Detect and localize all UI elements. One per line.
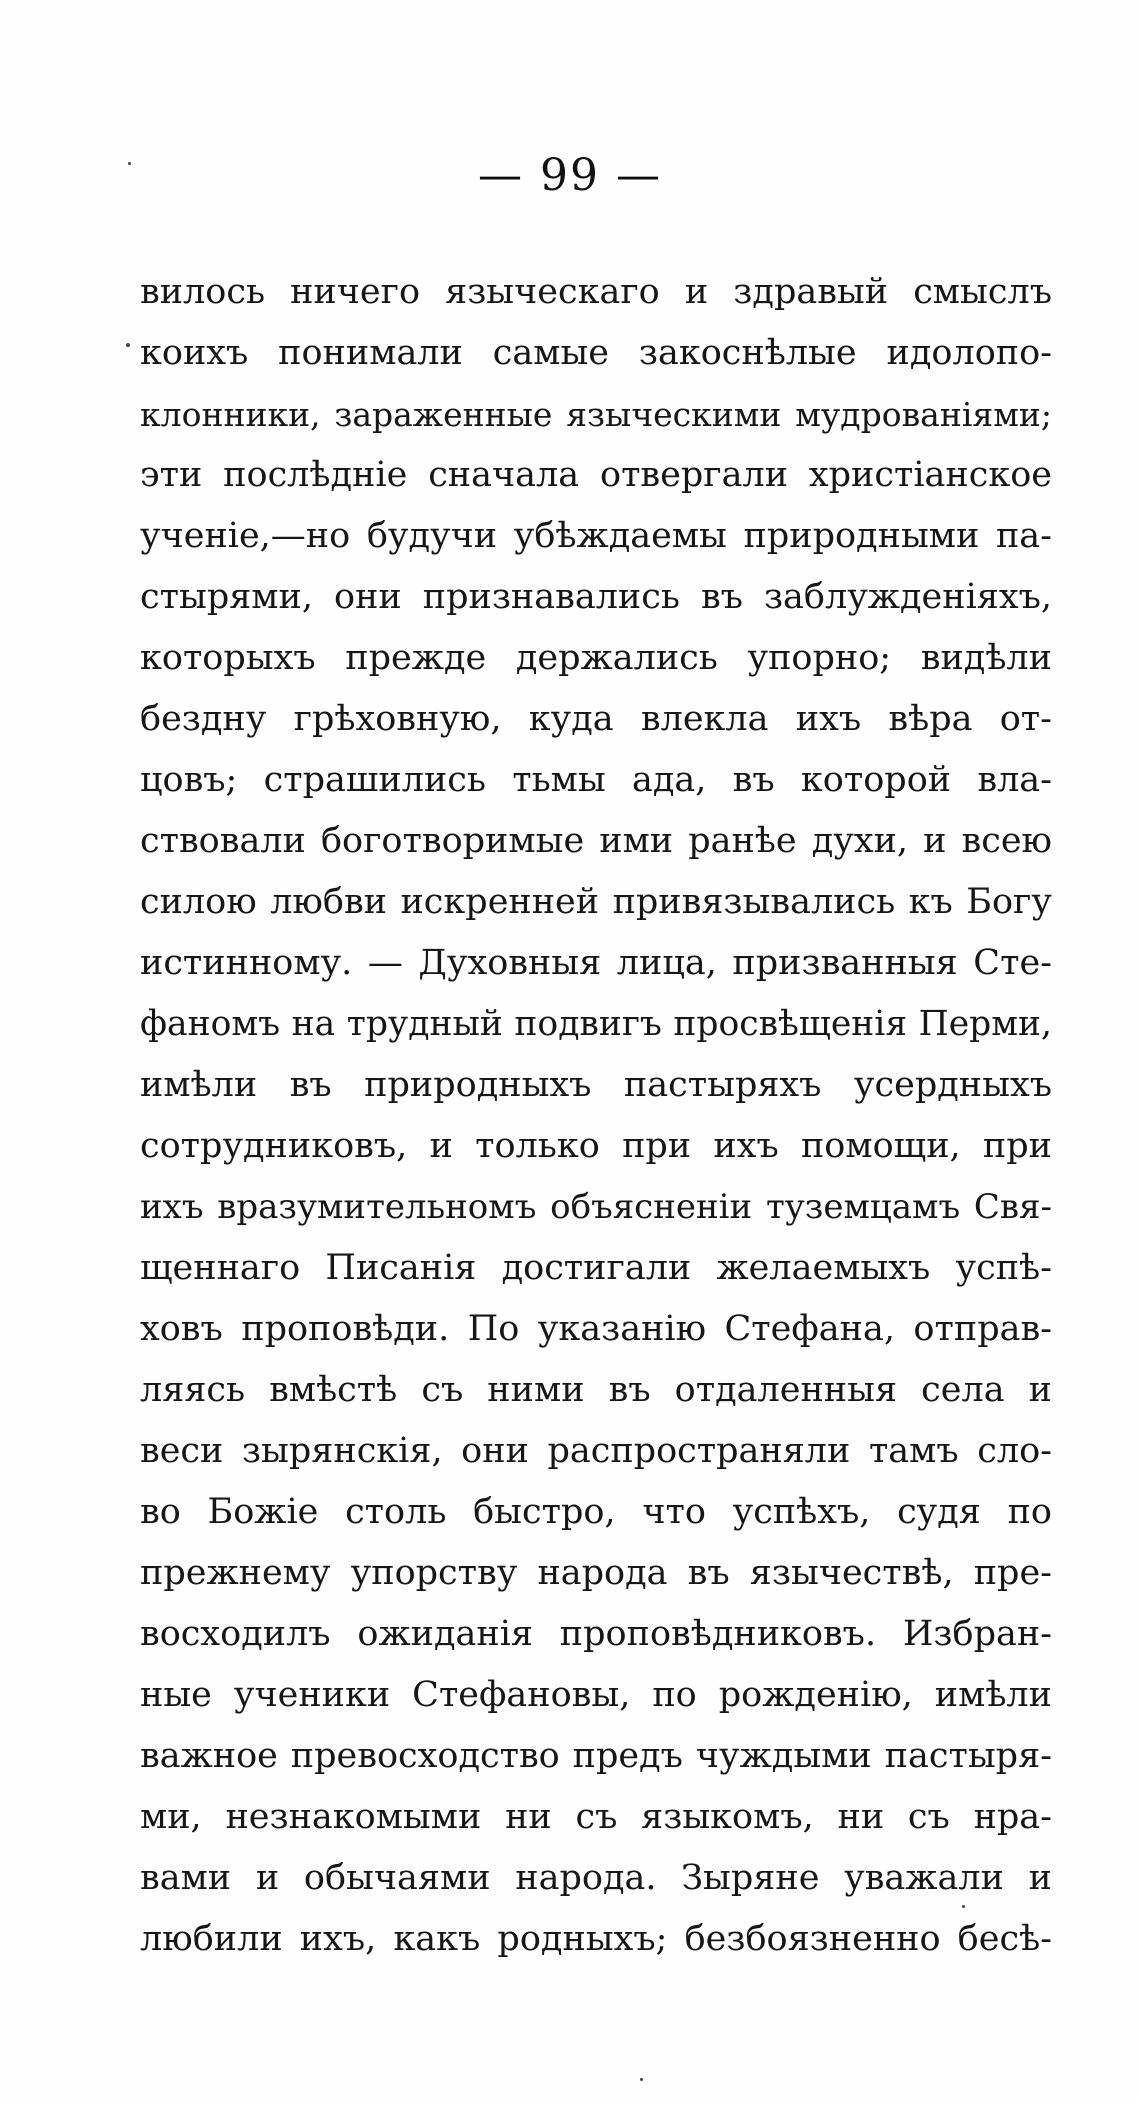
text-line: вилось ничего языческаго и здравый смыслъ [140, 272, 1052, 312]
text-line: во Божіе столь быстро, что успѣхъ, судя по [140, 1492, 1052, 1532]
text-line: стырями, они признавались въ заблужденіяхъ, [140, 577, 1052, 617]
text-line: истинному. — Духовныя лица, призванныя Сте- [140, 943, 1052, 983]
text-line: ховъ проповѣди. По указанію Стефана, отправ- [140, 1309, 1052, 1349]
text-line: восходилъ ожиданія проповѣдниковъ. Избран- [140, 1614, 1052, 1654]
text-line: эти послѣдніе сначала отвергали христіанское [140, 455, 1052, 495]
text-line: вами и обычаями народа. Зыряне уважали и [140, 1858, 1052, 1898]
page-number: — 99 — [478, 150, 662, 201]
text-line: ствовали боготворимые ими ранѣе духи, и всею [140, 821, 1052, 861]
text-line: важное превосходство предъ чуждыми пастыря- [140, 1736, 1052, 1776]
text-line: ученіе,—но будучи убѣждаемы природными па- [140, 516, 1052, 556]
text-line: ми, незнакомыми ни съ языкомъ, ни съ нра- [140, 1797, 1052, 1837]
text-line: бездну грѣховную, куда влекла ихъ вѣра от- [140, 699, 1052, 739]
text-line: прежнему упорству народа въ язычествѣ, пре- [140, 1553, 1052, 1593]
scan-speck [128, 162, 131, 165]
text-line: ихъ вразумительномъ объясненіи туземцамъ Свя- [140, 1187, 1052, 1227]
text-line: ляясь вмѣстѣ съ ними въ отдаленныя села и [140, 1370, 1052, 1410]
text-line: щеннаго Писанія достигали желаемыхъ успѣ- [140, 1248, 1052, 1288]
scan-speck [962, 1905, 965, 1908]
text-line: имѣли въ природныхъ пастыряхъ усердныхъ [140, 1065, 1052, 1105]
text-line: веси зырянскія, они распространяли тамъ сло- [140, 1431, 1052, 1471]
text-line: любили ихъ, какъ родныхъ; безбоязненно бесѣ- [140, 1919, 1052, 1959]
text-line: сотрудниковъ, и только при ихъ помощи, при [140, 1126, 1052, 1166]
text-line: силою любви искренней привязывались къ Богу [140, 882, 1052, 922]
scan-speck [126, 343, 130, 347]
text-line: коихъ понимали самые закоснѣлые идолопо- [140, 333, 1052, 373]
text-line: фаномъ на трудный подвигъ просвѣщенія Перми, [140, 1004, 1052, 1044]
text-line: ные ученики Стефановы, по рожденію, имѣли [140, 1675, 1052, 1715]
text-line: которыхъ прежде держались упорно; видѣли [140, 638, 1052, 678]
scan-speck [640, 2078, 643, 2081]
text-line: цовъ; страшились тьмы ада, въ которой вла- [140, 760, 1052, 800]
text-line: клонники, зараженные языческими мудрованіями; [140, 395, 1052, 434]
body-text [140, 262, 1052, 1970]
